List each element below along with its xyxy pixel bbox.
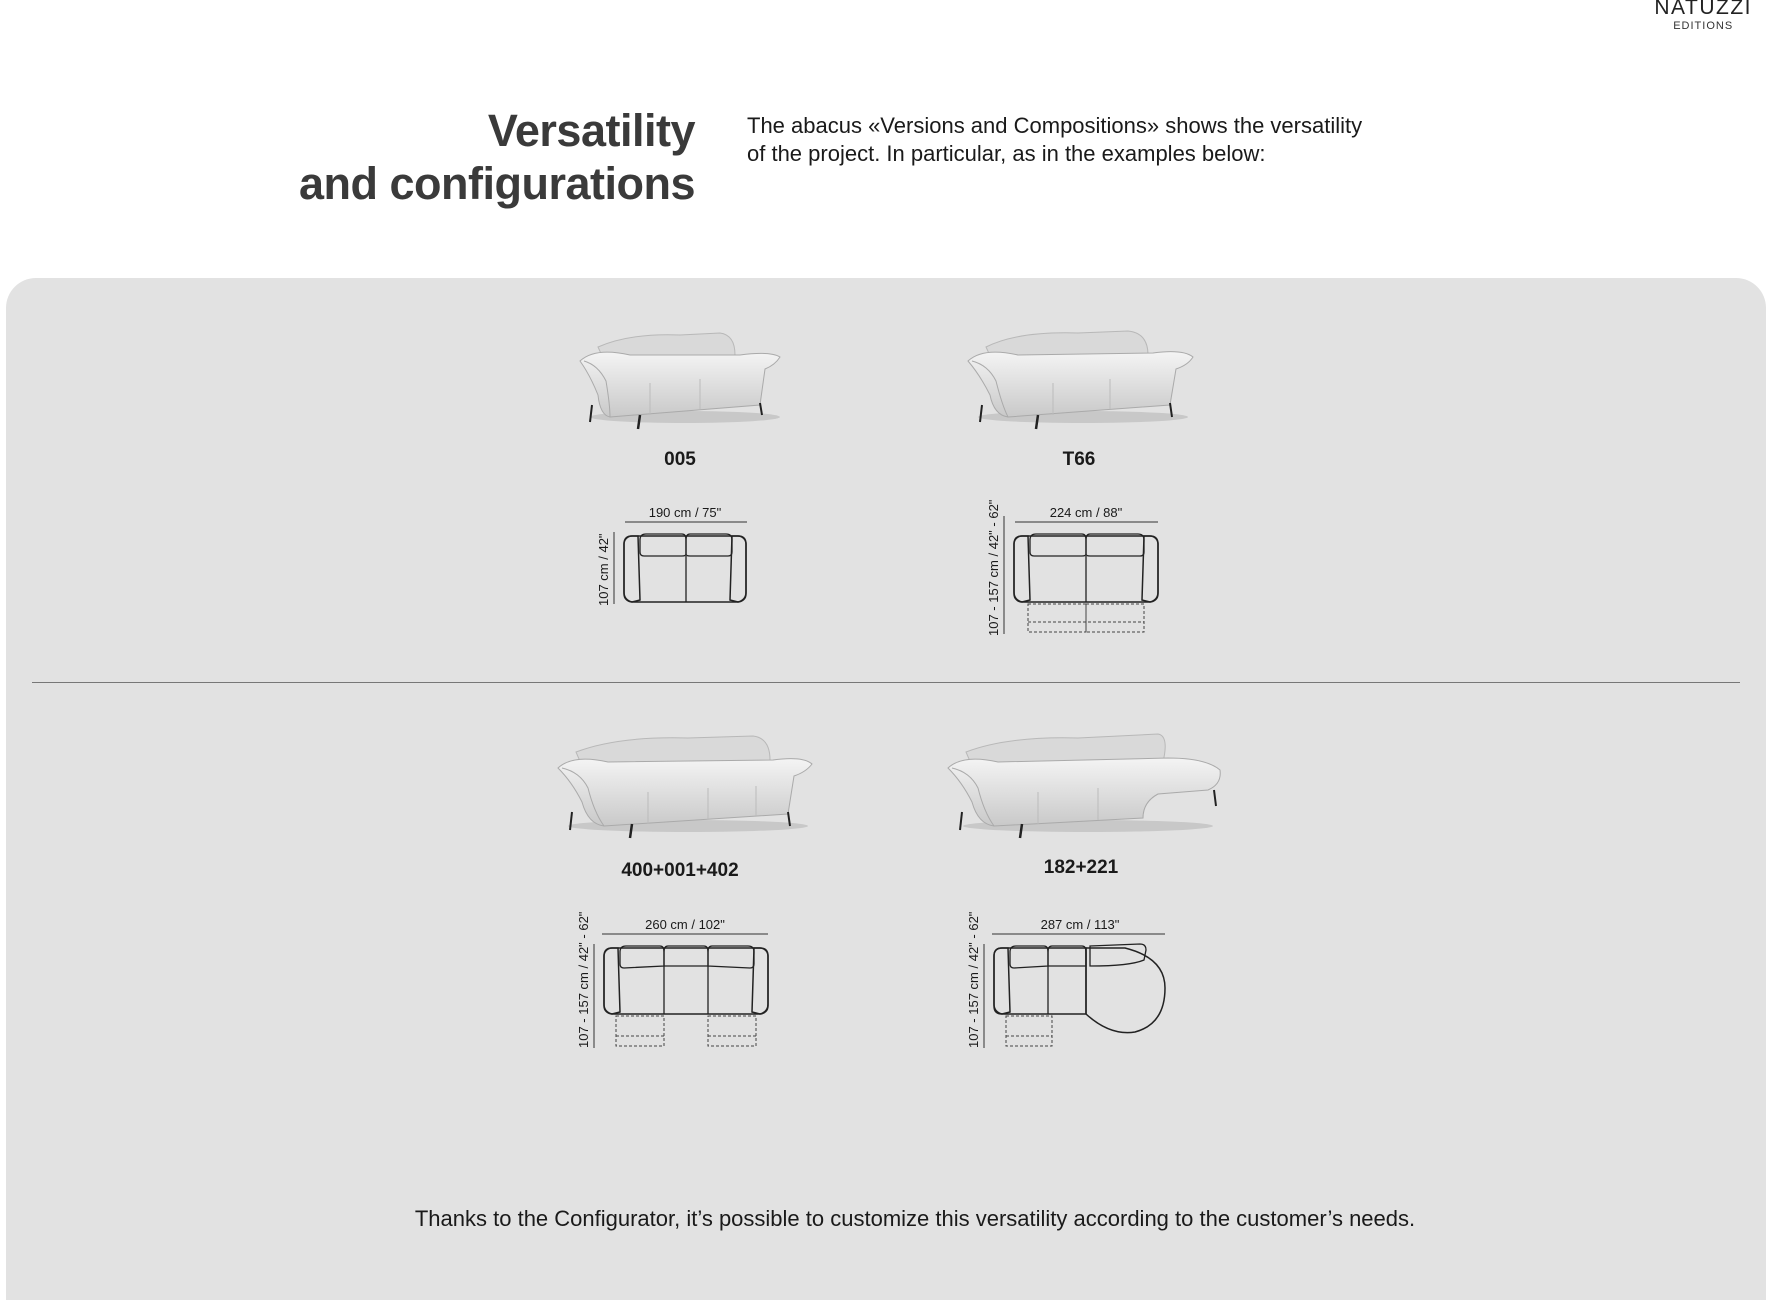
width-label-T66: 224 cm / 88" xyxy=(1049,505,1123,520)
width-label-182-221: 287 cm / 113" xyxy=(1040,917,1120,932)
title-line-1: Versatility xyxy=(487,105,695,156)
sofa-image-005 xyxy=(570,325,790,430)
plan-diagram-005 xyxy=(590,496,760,612)
sofa-image-T66 xyxy=(958,325,1198,430)
row-divider xyxy=(32,682,1740,683)
brand-sub: EDITIONS xyxy=(1673,20,1734,32)
config-code-T66: T66 xyxy=(1062,449,1096,470)
sofa-image-400-001-402 xyxy=(548,730,816,840)
config-code-005: 005 xyxy=(664,449,696,470)
config-code-182-221: 182+221 xyxy=(1043,857,1119,878)
depth-label-005: 107 cm / 42" xyxy=(596,533,611,606)
brand-name: NATUZZI xyxy=(1654,0,1752,19)
configurations-panel xyxy=(6,278,1766,1300)
plan-diagram-182-221 xyxy=(960,908,1180,1052)
intro-line-1: The abacus «Versions and Compositions» shows the versatility xyxy=(747,113,1363,138)
title-line-2: and configurations xyxy=(299,158,695,209)
intro-line-2: of the project. In particular, as in the examples below: xyxy=(747,141,1266,166)
plan-diagram-T66 xyxy=(980,496,1170,640)
width-label-005: 190 cm / 75" xyxy=(648,505,722,520)
intro-text xyxy=(747,112,1407,168)
sofa-image-182-221 xyxy=(938,730,1226,840)
brand-logo xyxy=(1654,0,1752,32)
page-title xyxy=(299,104,695,210)
plan-diagram-400-001-402 xyxy=(570,908,780,1052)
config-code-400-001-402: 400+001+402 xyxy=(621,860,739,881)
depth-label-T66: 107 - 157 cm / 42" - 62" xyxy=(986,499,1001,636)
depth-label-182-221: 107 - 157 cm / 42" - 62" xyxy=(966,911,981,1048)
footer-note: Thanks to the Configurator, it’s possible to customize this versatility according to the customer’s needs. xyxy=(414,1206,1416,1231)
width-label-400-001-402: 260 cm / 102" xyxy=(645,917,725,932)
depth-label-400-001-402: 107 - 157 cm / 42" - 62" xyxy=(576,911,591,1048)
